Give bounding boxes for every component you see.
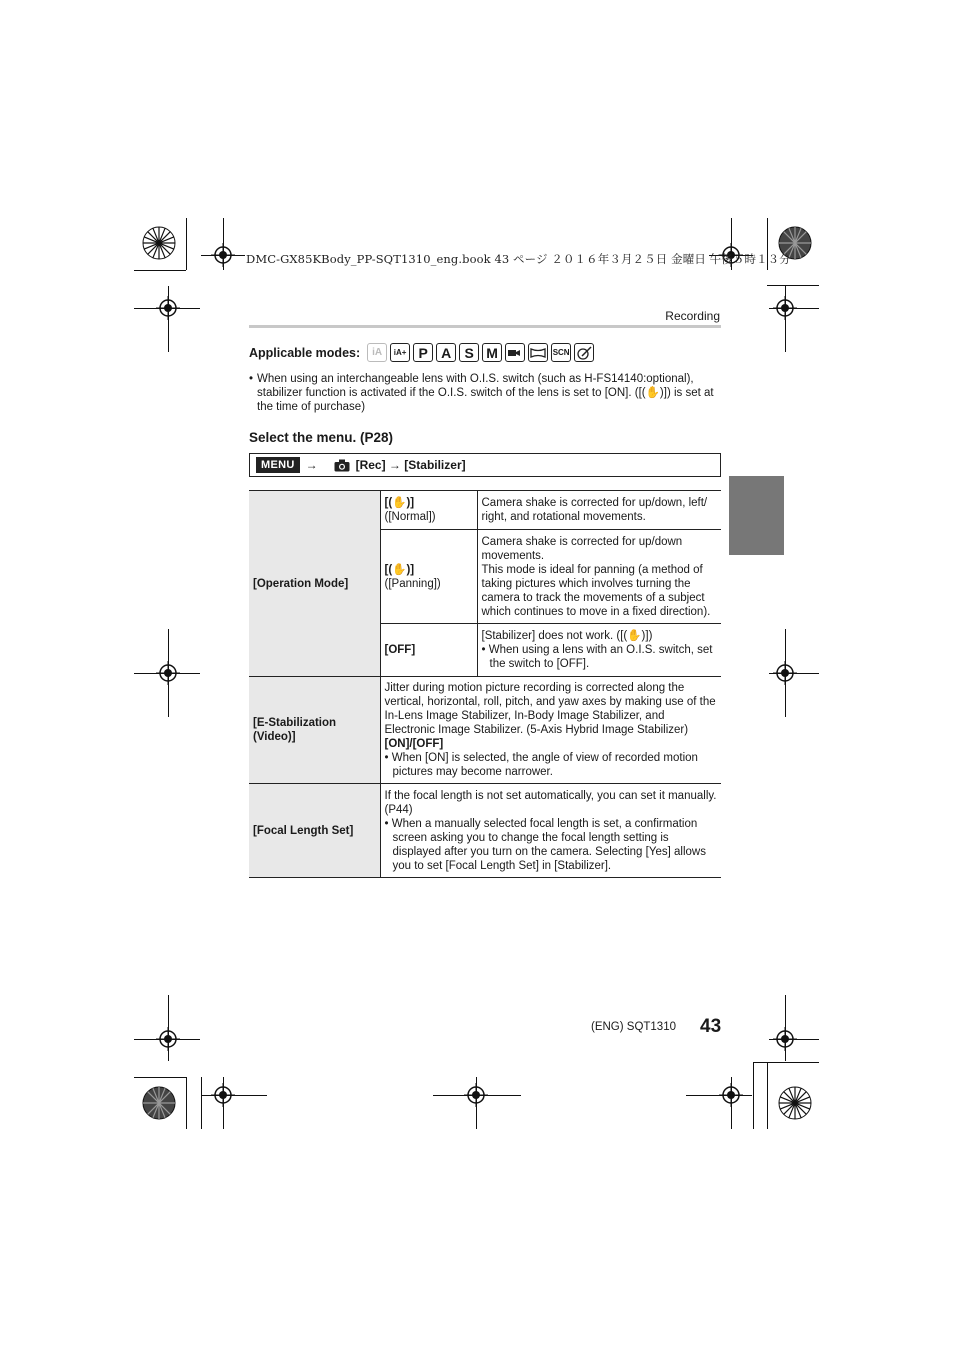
off-option (380, 624, 477, 677)
page-number: 43 (700, 1016, 722, 1037)
menu-path-text: [Rec] → [Stabilizer] (355, 458, 466, 472)
off-desc-text: [Stabilizer] does not work. ([(✋)]) (481, 630, 653, 642)
note-text: When using an interchangeable lens with O.I.S. switch (such as H-FS14140:optional), stabilizer function is activated if the O.I.S. switch of the lens is set to [ON]. ([(✋)]) is set at the time of purchase) (257, 373, 714, 413)
header-rule (249, 325, 721, 328)
panning-option-desc: Camera shake is corrected for up/down movements. This mode is ideal for panning (a method of taking pictures which involves turning the camera to track the movements of a subject which continues to move in a fixed direction). (477, 530, 721, 624)
mode-ia-icon: iA (367, 343, 387, 362)
step-title: Select the menu. (P28) (249, 430, 394, 445)
e-stab-note-text: When [ON] is selected, the angle of view of recorded motion pictures may become narrower. (391, 752, 698, 778)
mode-a-icon: A (436, 343, 456, 362)
crop-mark (767, 1062, 768, 1129)
e-stabilization-header: [E-Stabilization (Video)] (249, 677, 380, 784)
mode-creative-icon (574, 343, 594, 362)
crop-mark (767, 285, 819, 286)
panning-option-name: ([Panning]) (384, 577, 441, 590)
crop-mark (753, 1062, 754, 1129)
focal-length-desc (380, 784, 721, 878)
crop-mark (186, 218, 187, 270)
off-option-name: [OFF] (384, 644, 416, 656)
starburst-target-icon (142, 226, 176, 260)
stabilizer-panning-icon: [(✋)] (384, 563, 415, 576)
mode-p-icon: P (413, 343, 433, 362)
table-row (249, 677, 721, 784)
focal-note-text: When a manually selected focal length is set, a confirmation screen asking you to change the focal length setting is displayed after you turn on the camera. Selecting [Yes] allows you to set [Focal Length Set] in [Stabilizer]. (391, 817, 706, 872)
applicable-modes (249, 343, 594, 362)
menu-path (249, 453, 721, 477)
registration-target-icon (719, 1083, 743, 1107)
applicable-modes-label: Applicable modes: (249, 345, 361, 360)
registration-target-icon (156, 661, 180, 685)
mode-scn-icon: SCN (551, 343, 571, 362)
mode-m-icon: M (482, 343, 502, 362)
panning-option (380, 530, 477, 624)
registration-target-icon (211, 243, 235, 267)
e-stab-options: [ON]/[OFF] (384, 738, 444, 750)
registration-target-icon (156, 1027, 180, 1051)
book-file-header: DMC-GX85KBody_PP-SQT1310_eng.book 43 ページ ２０１６年３月２５日 金曜日 午後５時１３分 (246, 252, 791, 266)
mode-s-icon: S (459, 343, 479, 362)
registration-target-icon (773, 1027, 797, 1051)
normal-option-name: ([Normal]) (384, 511, 436, 523)
e-stab-text: Jitter during motion picture recording is corrected along the vertical, horizontal, roll, pitch, and yaw axes by making use of the In-Lens Image Stabilizer, In-Body Image Stabilizer, and Electronic Image Stabilizer. (5-Axis Hybrid Image Stabilizer) (384, 682, 716, 736)
crop-mark (134, 1077, 186, 1078)
crop-mark (134, 270, 186, 271)
mode-panorama-icon (528, 343, 548, 362)
camera-icon (334, 459, 350, 472)
section-label: Recording (665, 309, 720, 323)
crop-mark (201, 1077, 202, 1129)
registration-target-icon (773, 296, 797, 320)
bullet: • (249, 373, 254, 385)
e-stabilization-desc (380, 677, 721, 784)
focal-note: • When a manually selected focal length is set, a confirmation screen asking you to change the focal length setting is displayed after you turn on the camera. Selecting [Yes] allows you to set [Focal Length Set] in [Stabilizer]. (384, 817, 706, 872)
starburst-target-icon (778, 1086, 812, 1120)
table-row (249, 784, 721, 878)
crop-mark (753, 1062, 819, 1063)
table-row (249, 491, 721, 530)
off-option-desc (477, 624, 721, 677)
arrow: → (305, 458, 318, 472)
normal-option-desc: Camera shake is corrected for up/down, left/ right, and rotational movements. (477, 491, 721, 530)
chapter-tab (729, 476, 784, 555)
focal-text: If the focal length is not set automatically, you can set it manually. (P44) (384, 789, 717, 816)
registration-target-icon (773, 661, 797, 685)
off-note: • When using a lens with an O.I.S. switch, set the switch to [OFF]. (481, 644, 713, 670)
stabilizer-normal-icon: [(✋)] (384, 497, 415, 509)
registration-target-icon (156, 296, 180, 320)
crop-mark (186, 1077, 187, 1129)
normal-option (380, 491, 477, 530)
registration-target-icon (464, 1083, 488, 1107)
lens-ois-note (249, 372, 721, 414)
focal-length-header: [Focal Length Set] (249, 784, 380, 878)
stabilizer-table (249, 490, 721, 878)
registration-target-icon (211, 1083, 235, 1107)
off-note-text: When using a lens with an O.I.S. switch, set the switch to [OFF]. (488, 644, 713, 670)
mode-ia-plus-icon: iA+ (390, 343, 410, 362)
footer-code: (ENG) SQT1310 (591, 1021, 676, 1033)
starburst-target-icon (142, 1086, 176, 1120)
operation-mode-header: [Operation Mode] (249, 491, 380, 677)
mode-movie-m-icon (505, 343, 525, 362)
e-stab-note: • When [ON] is selected, the angle of view of recorded motion pictures may become narrower. (384, 752, 698, 778)
menu-button-icon: MENU (256, 457, 300, 473)
